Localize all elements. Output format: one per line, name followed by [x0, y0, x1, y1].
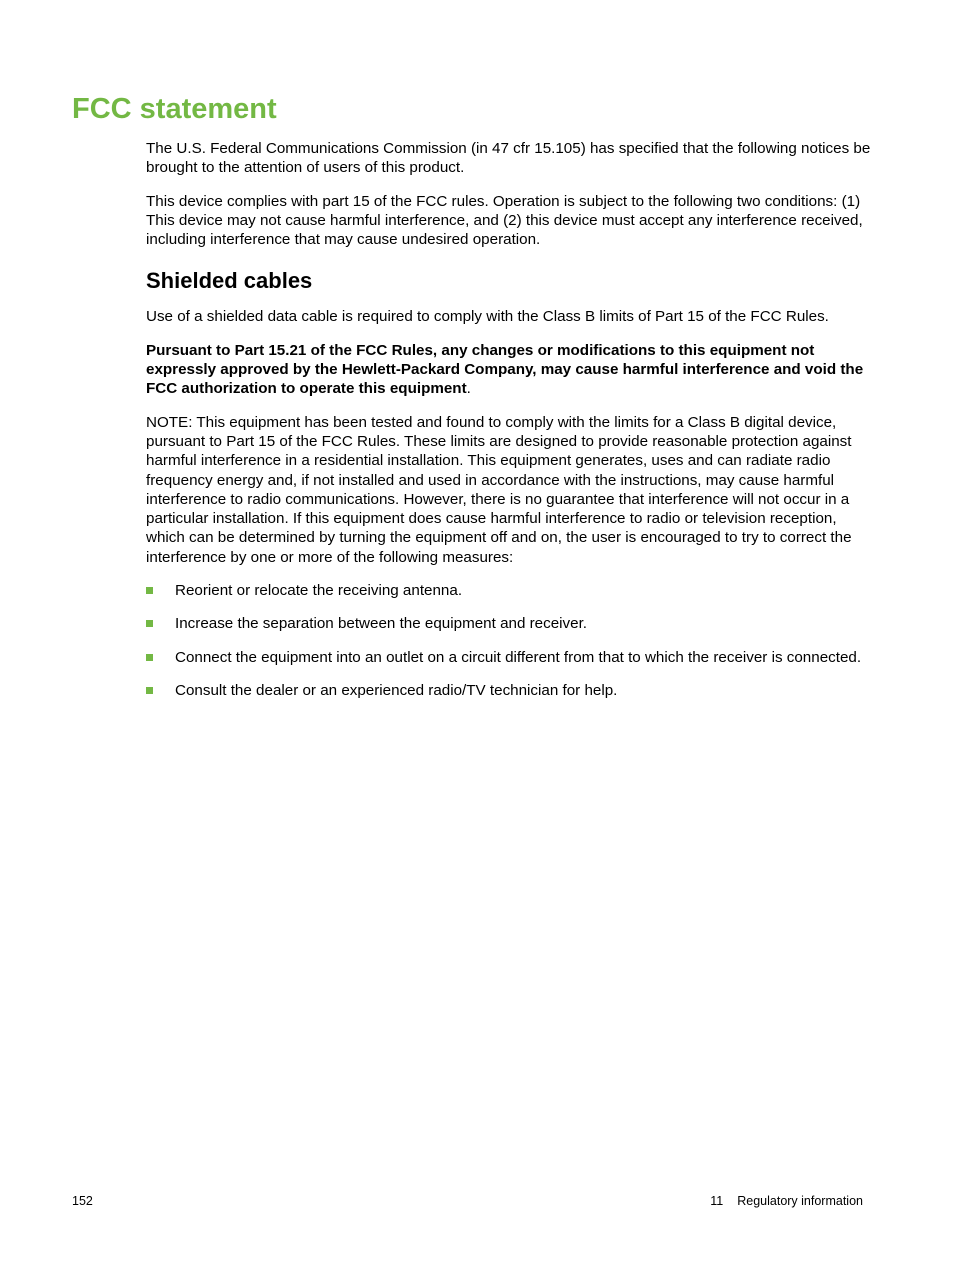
compliance-paragraph: This device complies with part 15 of the FCC rules. Operation is subject to the following two conditions: (1) This device may not cause harmful interference, and (2) this device must accept any interference received, including interference that may cause undesired operation. [146, 192, 863, 249]
list-item [146, 614, 872, 633]
list-item-text: Reorient or relocate the receiving antenna. [175, 582, 463, 600]
shielded-cable-paragraph: Use of a shielded data cable is required to comply with the Class B limits of Part 15 of the FCC Rules. [146, 308, 829, 326]
list-item-text: Consult the dealer or an experienced radio/TV technician for help. [175, 681, 618, 699]
list-item [146, 681, 872, 700]
square-bullet-icon [146, 687, 153, 694]
square-bullet-icon [146, 654, 153, 661]
square-bullet-icon [146, 587, 153, 594]
list-item-text: Increase the separation between the equipment and receiver. [175, 615, 588, 633]
section-heading-shielded-cables: Shielded cables [146, 268, 313, 294]
square-bullet-icon [146, 620, 153, 627]
modification-warning [146, 341, 872, 399]
page-title: FCC statement [72, 93, 277, 125]
list-item [146, 581, 872, 600]
footer-chapter-title: Regulatory information [737, 1194, 863, 1208]
list-item-text: Connect the equipment into an outlet on a circuit different from that to which the receiver is connected. [175, 648, 862, 666]
footer-chapter [710, 1193, 863, 1209]
modification-warning-bold-text: Pursuant to Part 15.21 of the FCC Rules, any changes or modifications to this equipment not expressly approved by the Hewlett-Packard Company, may cause harmful interference and void the FCC authorization to operate this equipment [146, 341, 864, 398]
footer-page-number: 152 [72, 1194, 93, 1208]
note-paragraph: NOTE: This equipment has been tested and found to comply with the limits for a Class B digital device, pursuant to Part 15 of the FCC Rules. These limits are designed to provide reasonable protection against harmful interference in a residential installation. This equipment generates, uses and can radiate radio frequency energy and, if not installed and used in accordance with the instructions, may cause harmful interference to radio communications. However, there is no guarantee that interference will not occur in a particular installation. If this equipment does cause harmful interference to radio or television reception, which can be determined by turning the equipment off and on, the user is encouraged to try to correct the interference by one or more of the following measures: [146, 413, 852, 566]
intro-paragraph: The U.S. Federal Communications Commission (in 47 cfr 15.105) has specified that the following notices be brought to the attention of users of this product. [146, 140, 871, 177]
modification-warning-period: . [466, 380, 471, 398]
list-item [146, 648, 872, 667]
document-body [146, 139, 872, 714]
measures-list [146, 581, 872, 700]
footer-chapter-number: 11 [710, 1194, 724, 1208]
